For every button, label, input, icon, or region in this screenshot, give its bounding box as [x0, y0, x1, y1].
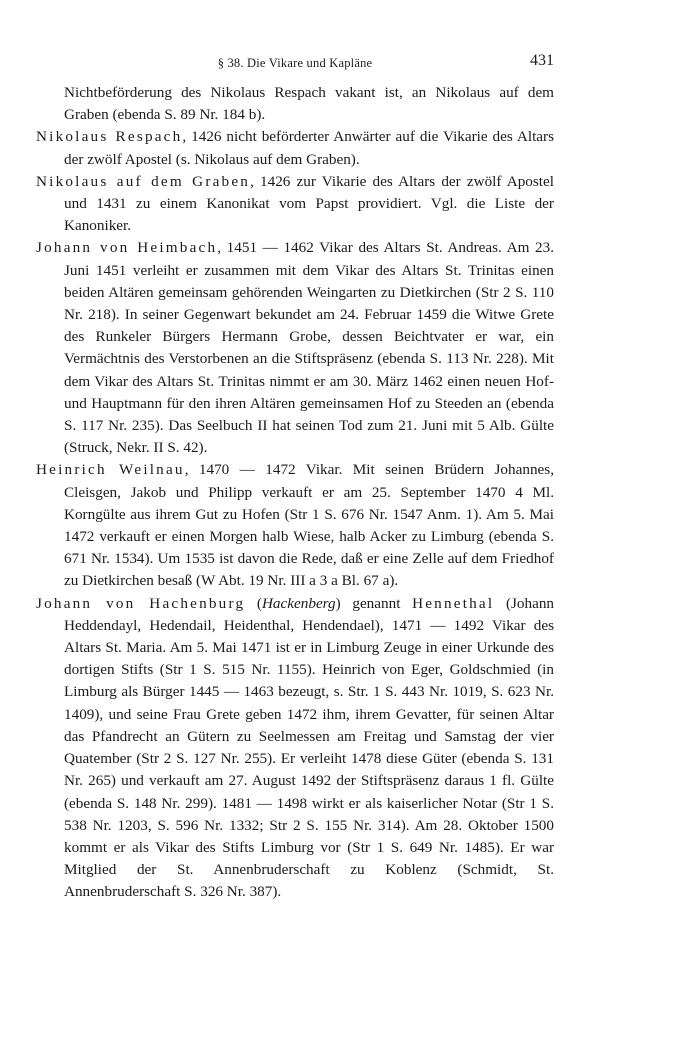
entry-text: Nichtbeförderung des Nikolaus Respach vakant ist, an Nikolaus auf dem Graben (ebenda S. 89 Nr. 184 b). [64, 84, 554, 124]
book-page [36, 52, 554, 904]
entry-text: (Johann Heddendayl, Hedendail, Heidenthal, Hendendael), 1471 — 1492 Vikar des Altars St. Maria. Am 5. Mai 1471 ist er in Limburg Zeuge in einer Urkunde des dortigen Stifts (Str 1 S. 515 Nr. 1155). Heinrich von Eger, Goldschmied (in Limburg als Bürger 1445 — 1463 bezeugt, s. Str. 1 S. 443 Nr. 1019, S. 623 Nr. 1409), und seine Frau Grete geben 1472 ihm, ihrem Gevatter, für seinen Altar das Pfandrecht an Gütern zu Seelmessen am Freitag und Samstag der vier Quatember (Str 2 S. 127 Nr. 255). Er verleiht 1478 diese Güter (ebenda S. 131 Nr. 265) und verkauft am 27. August 1492 der Stiftspräsenz daraus 1 fl. Gülte (ebenda S. 148 Nr. 299). 1481 — 1498 wirkt er als kaiserlicher Notar (Str 1 S. 538 Nr. 1203, S. 596 Nr. 1332; Str 2 S. 155 Nr. 314). Am 28. Oktober 1500 kommt er als Vikar des Stifts Limburg vor (Str 1 S. 649 Nr. 1485). Er war Mitglied der St. Annenbruderschaft zu Koblenz (Schmidt, St. Annenbruderschaft S. 326 Nr. 387). [64, 594, 555, 901]
entry-nikolaus-respach [36, 126, 554, 170]
entry-name: Johann von Hachenburg [36, 594, 246, 612]
entry-name: Nikolaus auf dem Graben [36, 172, 251, 190]
page-number: 431 [530, 52, 554, 69]
entry-name: Heinrich Weilnau [36, 461, 185, 479]
running-head [36, 52, 554, 76]
entry-nikolaus-auf-dem-graben [36, 171, 554, 238]
entry-text: , 1426 nicht beförderter Anwärter auf die Vikarie des Altars der zwölf Apostel (s. Nikolaus auf dem Graben). [64, 128, 554, 168]
entry-name: Johann von Heimbach [36, 239, 218, 257]
entry-text: , 1451 — 1462 Vikar des Altars St. Andreas. Am 23. Juni 1451 verleiht er zusammen mit dem Vikar des Altars St. Trinitas einen beiden Altären gemeinsam gehörenden Weingarten zu Dietkirchen (Str 2 S. 110 Nr. 218). In seiner Gegenwart bekundet am 24. Februar 1459 die Witwe Grete des Runkeler Bürgers Hermann Grobe, dessen Beichtvater er war, ein Vermächtnis des Verstorbenen an die Stiftspräsenz (ebenda S. 113 Nr. 228). Mit dem Vikar des Altars St. Trinitas nimmt er am 30. März 1462 einen neuen Hof- und Hauptmann für den ihren Altären gemeinsamen Hof zu Steeden an (ebenda S. 117 Nr. 235). Das Seelbuch II hat seinen Tod zum 21. Juni mit 5 Alb. Gülte (Struck, Nekr. II S. 42). [64, 239, 554, 457]
entry-name: Nikolaus Respach [36, 128, 183, 146]
entry-text: , 1470 — 1472 Vikar. Mit seinen Brüdern Johannes, Cleisgen, Jakob und Philipp verkauft er am 25. September 1470 4 Ml. Korngülte aus ihrem Gut zu Hofen (Str 1 S. 676 Nr. 1547 Anm. 1). Am 5. Mai 1472 verkauft er einen Morgen halb Wiese, halb Acker zu Limburg (ebenda S. 671 Nr. 1534). Um 1535 ist davon die Rede, daß er eine Zelle auf dem Friedhof zu Dietkirchen besaß (W Abt. 19 Nr. III a 3 a Bl. 67 a). [64, 461, 554, 590]
entry-alt-name: Hackenberg [261, 594, 336, 612]
entry-heinrich-weilnau [36, 459, 554, 592]
entry-text: , 1426 zur Vikarie des Altars der zwölf Apostel und 1431 zu einem Kanonikat vom Papst providiert. Vgl. die Liste der Kanoniker. [64, 172, 554, 235]
entry-continuation [36, 82, 554, 126]
running-title: § 38. Die Vikare und Kapläne [217, 56, 373, 70]
entry-second-name: Hennethal [412, 594, 495, 612]
entry-name-joiner: genannt [352, 594, 401, 612]
entry-johann-von-heimbach [36, 237, 554, 459]
entry-johann-von-hachenburg: Johann von Hachenburg (Hackenberg) genannt Hennethal (Johann Heddendayl, Hedendail, Heidenthal, Hendendael), 1471 — 1492 Vikar des Altars St. Maria. Am 5. Mai 1471 ist er in Limburg Zeuge in einer Urkunde des dortigen Stifts (Str 1 S. 515 Nr. 1155). Heinrich von Eger, Goldschmied (in Limburg als Bürger 1445 — 1463 bezeugt, s. Str. 1 S. 443 Nr. 1019, S. 623 Nr. 1409), und seine Frau Grete geben 1472 ihm, ihrem Gevatter, für seinen Altar das Pfandrecht an Gütern zu Seelmessen am Freitag und Samstag der vier Quatember (Str 2 S. 127 Nr. 255). Er verleiht 1478 diese Güter (ebenda S. 131 Nr. 265) und verkauft am 27. August 1492 der Stiftspräsenz daraus 1 fl. Gülte (ebenda S. 148 Nr. 299). 1481 — 1498 wirkt er als kaiserlicher Notar (Str 1 S. 538 Nr. 1203, S. 596 Nr. 1332; Str 2 S. 155 Nr. 314). Am 28. Oktober 1500 kommt er als Vikar des Stifts Limburg vor (Str 1 S. 649 Nr. 1485). Er war Mitglied der St. Annenbruderschaft zu Koblenz (Schmidt, St. Annenbruderschaft S. 326 Nr. 387). [36, 594, 555, 901]
